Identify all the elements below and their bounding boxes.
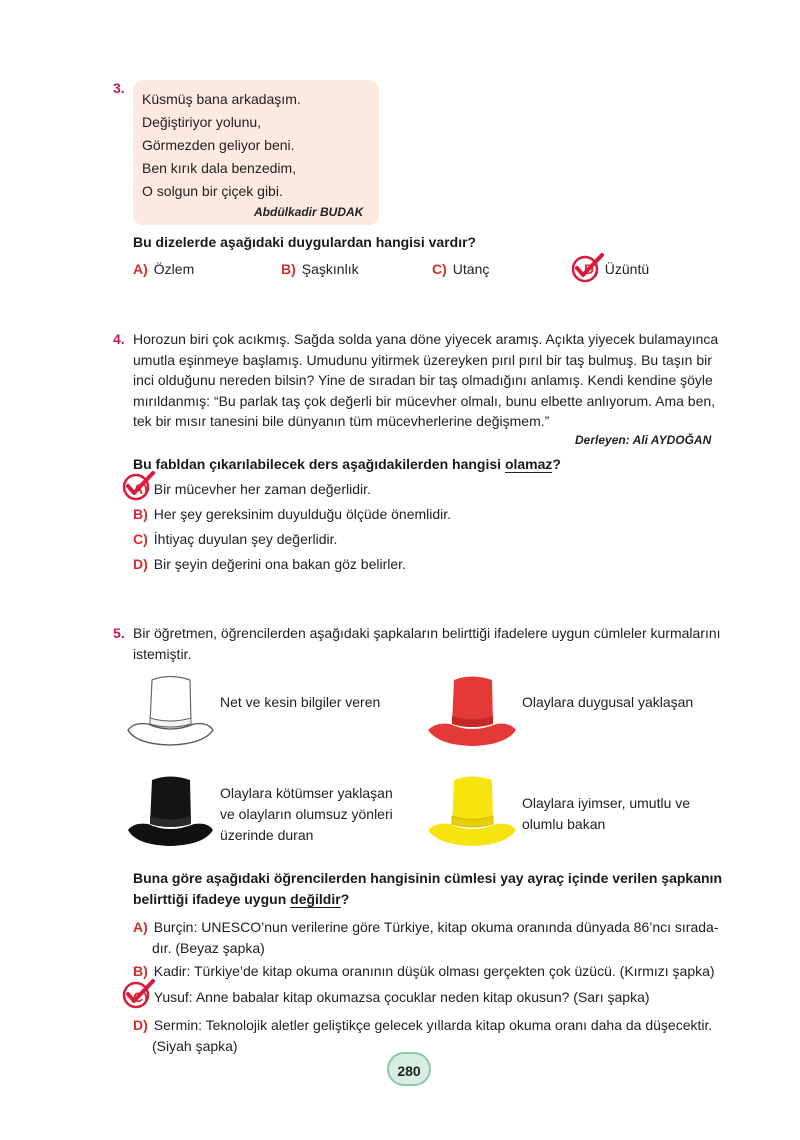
poem-author: Abdülkadir BUDAK bbox=[254, 205, 364, 219]
option-text: Üzüntü bbox=[604, 261, 650, 277]
poem-line: Görmezden geliyor beni. bbox=[142, 137, 295, 153]
q4-option-c[interactable] bbox=[133, 531, 337, 547]
option-text-cont: (Siyah şapka) bbox=[152, 1038, 238, 1054]
yellow-hat-icon bbox=[424, 772, 520, 852]
poem-line: Ben kırık dala benzedim, bbox=[142, 160, 297, 176]
option-text: Bir şeyin değerini ona bakan göz belirler. bbox=[153, 556, 406, 572]
option-text: Her şey gereksinim duyulduğu ölçüde önemlidir. bbox=[153, 506, 452, 522]
question-3-number: 3. bbox=[113, 80, 125, 96]
option-letter: B) bbox=[133, 506, 148, 522]
option-text: Kadir: Türkiye’de kitap okuma oranının düşük olması gerçekten çok üzücü. (Kırmızı şapka) bbox=[153, 963, 715, 979]
option-text: Sermin: Teknolojik aletler geliştikçe gelecek yıllarda kitap okuma oranı daha da düşecektir. bbox=[153, 1017, 713, 1033]
q4-option-a[interactable] bbox=[133, 481, 371, 497]
option-letter: D) bbox=[584, 261, 599, 277]
page-number: 280 bbox=[387, 1052, 431, 1086]
option-text: Şaşkınlık bbox=[301, 261, 359, 277]
white-hat-label: Net ve kesin bilgiler veren bbox=[220, 694, 381, 710]
poem-line: Değiştiriyor yolunu, bbox=[142, 114, 262, 130]
fable-line: Horozun biri çok acıkmış. Sağda solda yana döne yiyecek aramış. Açıkta yiyecek bulamayınca bbox=[133, 331, 719, 347]
q5-option-c[interactable] bbox=[133, 989, 650, 1005]
option-text: Yusuf: Anne babalar kitap okumazsa çocuklar neden kitap okusun? (Sarı şapka) bbox=[153, 989, 650, 1005]
key-word: olamaz bbox=[504, 456, 553, 472]
poem-line: O solgun bir çiçek gibi. bbox=[142, 183, 283, 199]
question-4-stem: Bu fabldan çıkarılabilecek ders aşağıdakilerden hangisi olamaz? bbox=[133, 456, 561, 472]
fable-author: Derleyen: Ali AYDOĞAN bbox=[575, 433, 712, 447]
q4-option-d[interactable] bbox=[133, 556, 406, 572]
fable-paragraph bbox=[133, 329, 723, 432]
option-letter: A) bbox=[133, 919, 148, 935]
option-text: Utanç bbox=[452, 261, 490, 277]
option-letter: C) bbox=[133, 989, 148, 1005]
q3-option-a[interactable] bbox=[133, 261, 194, 277]
option-letter: D) bbox=[133, 556, 148, 572]
question-4-number: 4. bbox=[113, 331, 125, 347]
option-letter: A) bbox=[133, 481, 148, 497]
answer-check-icon bbox=[121, 470, 157, 502]
fable-line: tek bir mısır tanesini bile dünyanın tüm mücevherlerine değişmem.” bbox=[133, 413, 550, 429]
option-text: Bir mücevher her zaman değerlidir. bbox=[153, 481, 371, 497]
fable-line: inci olduğunu nereden bilsin? Yine de sıradan bir taş olmadığını anlamış. Kendi kendine şöyle bbox=[133, 372, 713, 388]
answer-check-icon bbox=[121, 978, 157, 1010]
option-text: Burçin: UNESCO’nun verilerine göre Türkiye, kitap okuma oranında dünyada 86’ncı sırada- bbox=[153, 919, 719, 935]
option-letter: B) bbox=[133, 963, 148, 979]
question-5-number: 5. bbox=[113, 625, 125, 641]
q5-option-b[interactable] bbox=[133, 963, 715, 979]
question-5-stem: Buna göre aşağıdaki öğrencilerden hangisinin cümlesi yay ayraç içinde verilen şapkanın belirttiği ifadeye uygun değildir? bbox=[133, 870, 722, 907]
option-letter: D) bbox=[133, 1017, 148, 1033]
red-hat-icon bbox=[424, 672, 520, 752]
option-letter: B) bbox=[281, 261, 296, 277]
key-word: değildir bbox=[290, 891, 341, 907]
question-5-intro: Bir öğretmen, öğrencilerden aşağıdaki şapkaların belirttiği ifadelere uygun cümleler kurmalarını istemiştir. bbox=[133, 625, 721, 662]
q3-option-b[interactable] bbox=[281, 261, 359, 277]
option-letter: C) bbox=[133, 531, 148, 547]
q4-option-b[interactable] bbox=[133, 506, 451, 522]
black-hat-icon bbox=[124, 772, 216, 852]
yellow-hat-label: Olaylara iyimser, umutlu ve olumlu bakan bbox=[522, 795, 691, 832]
q5-option-a[interactable] bbox=[133, 917, 718, 959]
red-hat-label: Olaylara duygusal yaklaşan bbox=[522, 694, 694, 710]
fable-line: mırıldanmış: “Bu parlak taş çok değerli bir mücevher olmalı, bunu elbette anlıyorum. Ama ben, bbox=[133, 392, 716, 409]
option-text: Özlem bbox=[153, 261, 195, 277]
q5-option-d[interactable] bbox=[133, 1015, 712, 1057]
option-letter: A) bbox=[133, 261, 148, 277]
option-text-cont: dır. (Beyaz şapka) bbox=[152, 940, 265, 956]
answer-check-icon bbox=[570, 252, 606, 284]
white-hat-icon bbox=[124, 672, 216, 752]
question-3-stem: Bu dizelerde aşağıdaki duygulardan hangisi vardır? bbox=[133, 234, 477, 250]
q3-option-c[interactable] bbox=[432, 261, 489, 277]
poem-line: Küsmüş bana arkadaşım. bbox=[142, 91, 301, 107]
option-text: İhtiyaç duyulan şey değerlidir. bbox=[153, 531, 338, 547]
black-hat-label: Olaylara kötümser yaklaşan ve olayların olumsuz yönleri üzerinde duran bbox=[220, 785, 393, 843]
option-letter: C) bbox=[432, 261, 447, 277]
fable-line: umutla eşinmeye başlamış. Umudunu yitirmek üzereyken pırıl pırıl bir taş bulmuş. Bu taşın bir bbox=[133, 351, 712, 368]
